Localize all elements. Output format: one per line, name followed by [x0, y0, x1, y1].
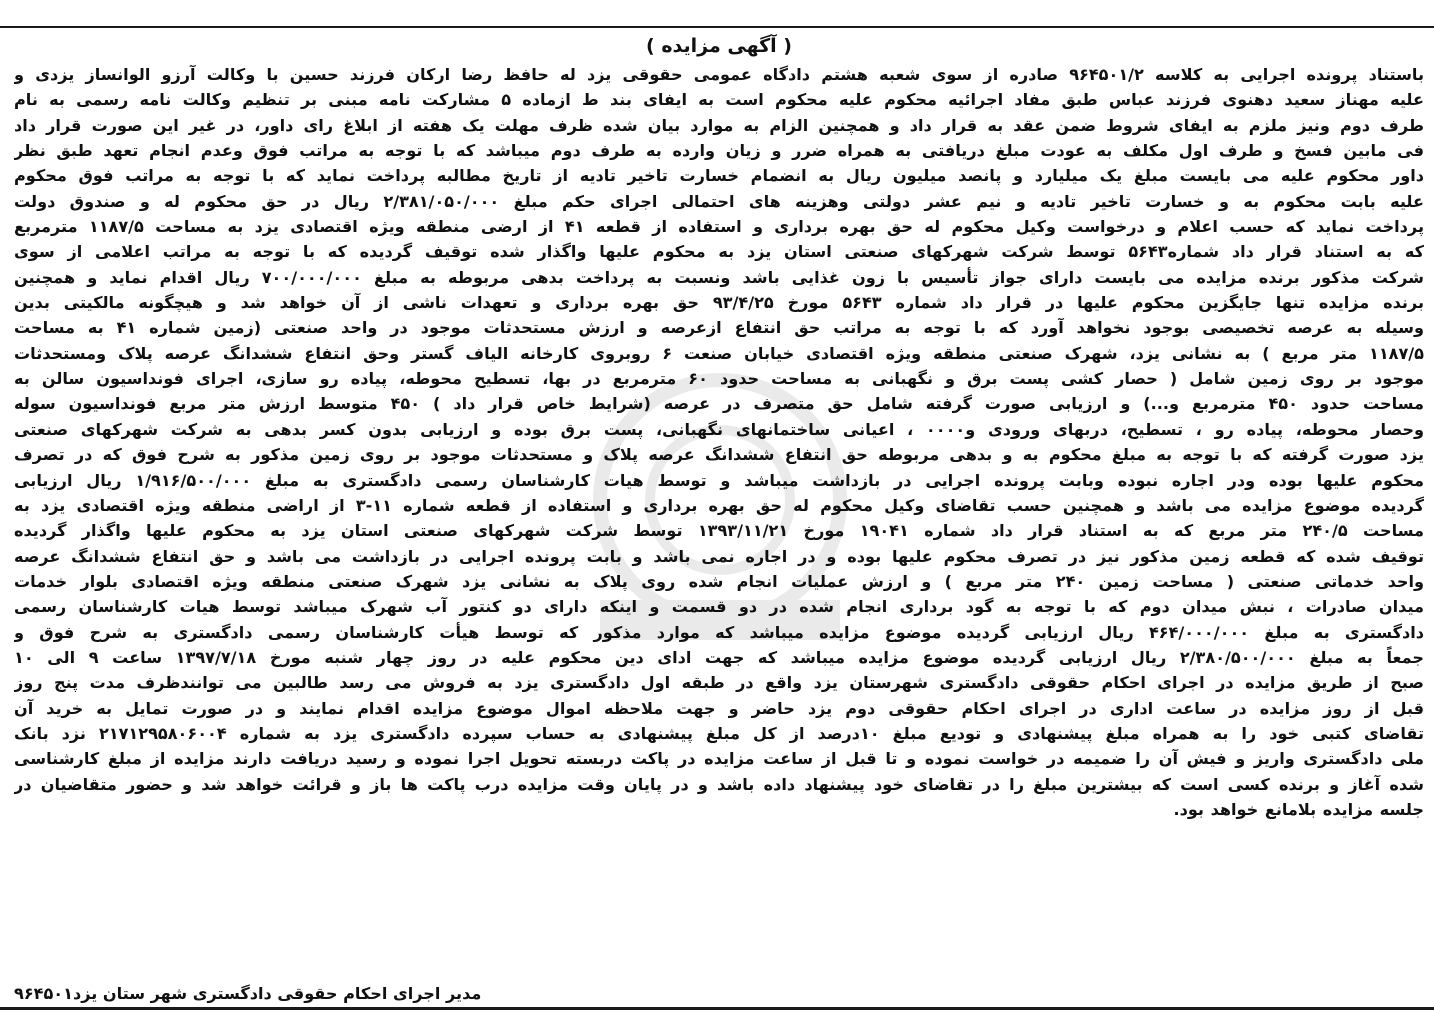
notice-line: محکوم علیها بوده ودر اجاره نبوده وبابت پرونده اجرایی در بازداشت میباشد و توسط هیات کارشناسان رسمی دادگستری به مبلغ ۱/۹۱۶/۵۰۰/۰۰۰ ریال ارزیابی — [14, 470, 1424, 490]
notice-line: برنده مزایده تنها جایگزین محکوم علیها در قرار داد شماره ۵۶۴۳ مورخ ۹۳/۴/۲۵ حق بهره برداری و تعهدات ناشی از آن خواهد شد و هیچگونه مالکیتی بدین — [14, 293, 1424, 313]
notice-line: ملی دادگستری واریز و فیش آن را ضمیمه در خواست نموده و تا قبل از ساعت مزایده در پاکت دربسته تحویل اجرا نموده و رسید دریافت دارند مزایده از مبلغ کارشناسی — [14, 749, 1424, 769]
notice-line: وحصار محوطه، پیاده رو ، تسطیح، دربهای ورودی و۰۰۰۰ ، اعیانی ساختمانهای نگهبانی، پست برق بوده و ارزیابی بدون کسر بدهی به شرکت شهرکهای صنعتی — [14, 419, 1424, 439]
notice-body — [14, 62, 1424, 822]
notice-line: توقیف شده که قطعه زمین مذکور نیز در تصرف محکوم علیها بوده و در اجاره نمی باشد و بابت پرونده اجرایی در بازداشت می باشد و حق انتفاع ششدانگ عرصه — [14, 546, 1424, 566]
notice-line: تقاضای کتبی خود را به همراه مبلغ پیشنهادی و تودیع مبلغ ۱۰درصد از کل مبلغ پیشنهادی به حساب سپرده دادگستری یزد به شماره ۲۱۷۱۲۹۵۸۰۶۰۰۴ نزد بانک — [14, 723, 1424, 743]
notice-line: فی مابین فسخ و طرف اول مکلف به عودت مبلغ دریافتی به همراه ضرر و زیان وارده به طرف دوم میباشد که با توجه به مراتب فوق وعدم انجام تعهد طبق نظر — [14, 141, 1424, 161]
notice-line: جمعاً به مبلغ ۲/۳۸۰/۵۰۰/۰۰۰ ریال ارزیابی گردیده موضوع مزایده میباشد که جهت ادای دین محکوم علیه در روز چهار شنبه مورخ ۱۳۹۷/۷/۱۸ ساعت ۹ الی ۱۰ — [14, 647, 1424, 667]
top-border — [0, 0, 1434, 28]
notice-line: شرکت مذکور برنده مزایده می بایست دارای جواز تأسیس با زون غذایی باشد ونسبت به پرداخت بدهی مربوطه به مبلغ ۷۰۰/۰۰۰/۰۰۰ ریال اقدام نماید و همچنین — [14, 267, 1424, 287]
notice-line: وسیله به عرصه تخصیصی بوجود نخواهد آورد که با توجه به مراتب حق انتفاع ازعرصه و ارزش مستحدثات موجود در واحد صنعتی (زمین شماره ۴۱ به مساحت — [14, 318, 1424, 338]
notice-line: موجود بر روی زمین شامل ( حصار کشی پست برق و نگهبانی به مساحت حدود ۶۰ مترمربع در بها، تسطیح محوطه، پیاده رو سازی، اجرای فونداسیون سالن به — [14, 369, 1424, 389]
notice-line: قبل از روز مزایده در ساعت اداری در اجرای احکام حقوقی دوم یزد حاضر و جهت ملاحظه اموال موضوع مزایده اقدام نمایند و در صورت تمایل به خرید آن — [14, 698, 1424, 718]
signature-line: مدیر اجرای احکام حقوقی دادگستری شهر ستان یزد۹۶۴۵۰۱ — [14, 983, 482, 1003]
notice-line: علیه بابت محکوم به و خسارت تاخیر تادیه و نیم عشر دولتی وهزینه های احتمالی اجرای حکم مبلغ ۲/۳۸۱/۰۵۰/۰۰۰ ریال در حق محکوم له و صندوق دولت — [14, 191, 1424, 211]
notice-line: میدان صادرات ، نبش میدان دوم که با توجه به گود برداری انجام شده در دو قسمت و اینکه دارای دو کنتور آب شهرک میباشد توسط هیات کارشناسان رسمی — [14, 597, 1424, 617]
auction-notice — [0, 30, 1434, 1006]
notice-line: مساحت حدود ۴۵۰ مترمربع و...) و ارزیابی صورت گرفته شامل حق متصرف در عرصه (شرایط خاص قرار داد ) ۴۵۰ متوسط ارزش متر مربع فونداسیون سوله — [14, 394, 1424, 414]
notice-line: جلسه مزایده بلامانع خواهد بود. — [1173, 799, 1424, 819]
notice-line: ۱۱۸۷/۵ متر مربع ) به نشانی یزد، شهرک صنعتی منطقه ویژه اقتصادی خیابان صنعت ۶ روبروی کارخانه الیاف گستر وحق انتفاع ششدانگ عرصه پلاک ومستحدثات — [14, 343, 1424, 363]
notice-line: مساحت ۲۴۰/۵ متر مربع که به استناد قرار داد شماره ۱۹۰۴۱ مورخ ۱۳۹۳/۱۱/۲۱ توسط شرکت شهرکهای صنعتی استان یزد به محکوم علیها واگذار گردیده — [14, 521, 1424, 541]
notice-line: واحد خدماتی صنعتی ( مساحت زمین ۲۴۰ متر مربع ) و ارزش عملیات انجام شده روی پلاک به نشانی یزد شهرک صنعتی منطقه ویژه اقتصادی بلوار خدمات — [14, 571, 1424, 591]
notice-line: طرف دوم ونیز ملزم به ایفای شروط ضمن عقد به قرار داد و همچنین الزام به موارد بیان شده ظرف مهلت یک هفته از ابلاغ رای داور، در غیر این صورت قرار داد — [14, 115, 1424, 135]
notice-line: داور محکوم علیه می بایست مبلغ یک میلیارد و پانصد میلیون ریال به انضمام خسارت تاخیر تادیه از تاریخ مطالبه پرداخت نماید که با توجه به مراتب فوق محکوم — [14, 166, 1424, 186]
notice-line: پرداخت نماید که حسب اعلام و درخواست وکیل محکوم له حق بهره برداری و استفاده از قطعه ۴۱ از ارضی منطقه ویژه اقتصادی یزد به مساحت ۱۱۸۷/۵ مترمربع — [14, 217, 1424, 237]
notice-line: شده آغاز و برنده کسی است که بیشترین مبلغ را در تقاضای خود پیشنهاد داده باشد و در پایان وقت مزایده درب پاکت ها باز و قرائت خواهد شد و حضور متقاضیان در — [14, 774, 1424, 794]
notice-title: ( آگهی مزایده ) — [646, 35, 792, 57]
notice-line: علیه مهناز سعید دهنوی فرزند عباس طبق مفاد اجرائیه محکوم علیه محکوم است به ایفای بند ط ازماده ۵ مشارکت نامه مبنی بر تنظیم وکالت نامه رسمی به نام — [14, 90, 1424, 110]
notice-line: گردیده موضوع مزایده می باشد و همچنین حسب تقاضای وکیل محکوم له حق بهره برداری و استفاده از قطعه شماره ۱۱-۳ از اراضی منطقه ویژه اقتصادی یزد به — [14, 495, 1424, 515]
notice-line: دادگستری به مبلغ ۴۶۴/۰۰۰/۰۰۰ ریال ارزیابی گردیده موضوع مزایده میباشد که موارد مذکور که توسط هیأت کارشناسان رسمی دادگستری به شرح فوق و — [14, 622, 1424, 642]
notice-line: یزد صورت گرفته که با توجه به مبلغ محکوم به و بدهی مربوطه حق انتفاع ششدانگ عرصه پلاک و مستحدثات موجود بر روی زمین مذکور به شرح فوق که در تصرف — [14, 445, 1424, 465]
bottom-border — [0, 1007, 1434, 1032]
notice-line: باستناد پرونده اجرایی به کلاسه ۹۶۴۵۰۱/۲ صادره از سوی شعبه هشتم دادگاه عمومی حقوقی یزد له حافظ رضا ارکان فرزند حسین با وکالت آرزو الوانساز یزدی و — [14, 65, 1424, 84]
notice-line: صبح از طریق مزایده در اجرای احکام حقوقی دادگستری شهرستان یزد واقع در طبقه اول دادگستری یزد به فروش می رسد طالبین می توانندظرف مدت پنج روز — [14, 673, 1424, 693]
notice-line: که به استناد قرار داد شماره۵۶۴۳ توسط شرکت شهرکهای صنعتی استان یزد به محکوم علیها واگذار شده توقیف گردیده که با توجه به مراتب اعلامی از سوی — [14, 242, 1424, 262]
